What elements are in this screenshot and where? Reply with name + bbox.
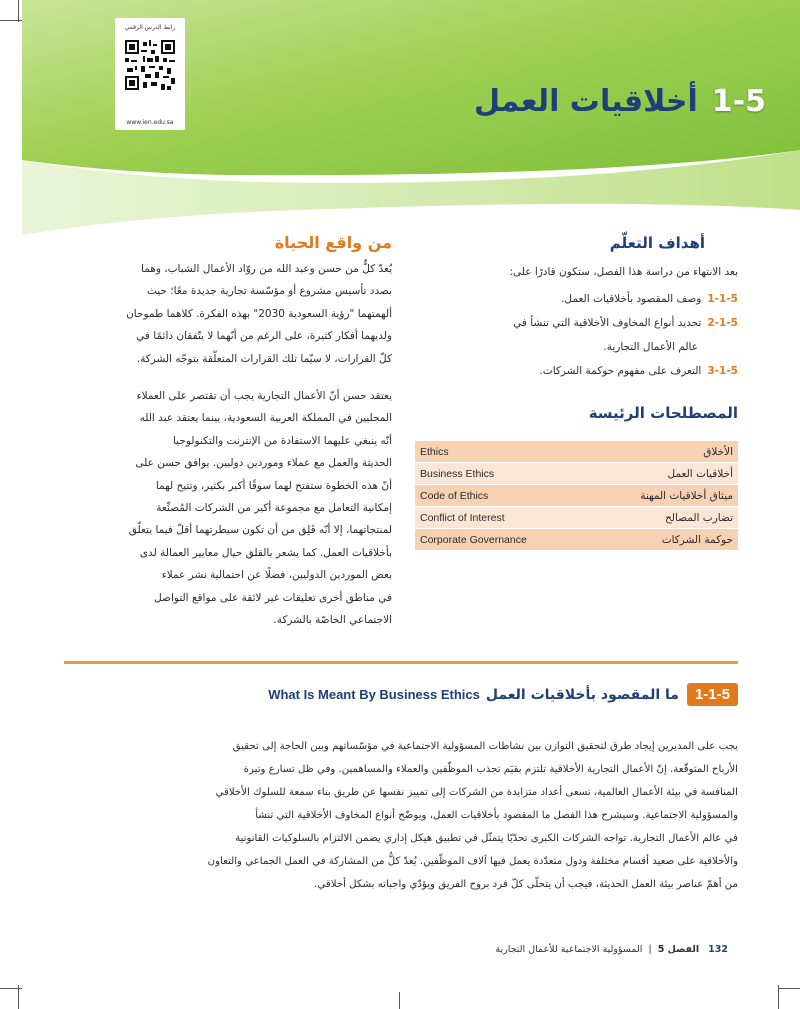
text-line: بصدد تأسيس مشروع أو مؤسّسة تجارية جديدة معًا؛ حيث — [147, 285, 392, 298]
term-arabic: ميثاق أخلاقيات المهنة — [587, 485, 738, 507]
objective-item — [539, 360, 738, 382]
term-english: Corporate Governance — [415, 529, 587, 551]
objective-item — [513, 312, 738, 334]
real-life-paragraph-1 — [62, 258, 392, 370]
text-line: أنّه ينبغي عليهما الاستفادة من الإنترنت والتكنولوجيا — [172, 434, 392, 447]
section-title-english: What Is Meant By Business Ethics — [268, 687, 480, 702]
key-terms-heading: المصطلحات الرئيسة — [588, 404, 738, 422]
section-title-arabic: ما المقصود بأخلاقيات العمل — [485, 686, 679, 703]
text-line: المحليين في المملكة العربية السعودية، بينما يعتقد عبد الله — [139, 412, 392, 425]
text-line: في مناطق أخرى تعليقات غير لائقة على مواقع التواصل — [154, 591, 392, 604]
objective-text: وصف المقصود بأخلاقيات العمل. — [561, 293, 702, 305]
text-line: الاجتماعي الخاصّة بالشركة. — [273, 614, 392, 627]
table-row — [415, 441, 738, 463]
crop-mark — [778, 988, 800, 989]
footer-chapter-title: المسؤولية الاجتماعية للأعمال التجارية — [495, 944, 643, 955]
text-line: لمنتجاتهما، إلا أنّه قَلِق من أن تكون سيطرتهما أقلّ فيما يتعلّق — [128, 524, 392, 537]
learning-objectives-heading: أهداف التعلّم — [609, 234, 705, 252]
qr-code-icon — [125, 40, 175, 90]
text-line: والأخلاقية على صعيد أقسام مختلفة ودول متعدّدة يعمل فيها آلاف الموظّفين. يُعدّ كلٌّ من المشاركة في العمل الجماعي والتعاون — [207, 856, 738, 867]
term-english: Business Ethics — [415, 463, 587, 485]
text-line: بعض الموردين الدوليين، فضلًا عن احتمالية نشر عملاء — [161, 569, 392, 582]
chapter-title: أخلاقيات العمل — [473, 84, 698, 119]
page-footer — [495, 944, 728, 955]
qr-code-card[interactable] — [115, 18, 185, 130]
text-line: إمكانية التعامل مع مجموعة أكبر من الشركات المُصنِّعة — [156, 502, 392, 515]
term-arabic: حوكمة الشركات — [587, 529, 738, 551]
key-terms-table — [415, 441, 738, 551]
chapter-heading — [346, 84, 766, 119]
term-arabic: أخلاقيات العمل — [587, 463, 738, 485]
term-arabic: الأخلاق — [587, 441, 738, 463]
qr-url: www.ien.edu.sa — [126, 119, 174, 126]
text-line: في عالم الأعمال التجارية. تواجه الشركات الكبرى تحدّيًا يتمثّل في تطبيق هيكل إداري يضمن الالتزام بالسلوكيات القانونية — [235, 833, 738, 844]
section-heading — [268, 683, 738, 706]
text-line: والمسؤولية الاجتماعية. وسيشرح هذا الفصل ما المقصود بأخلاقيات العمل، ويوضّح أنواع المخاوف الأخلاقية التي تنشأ — [255, 810, 738, 821]
term-english: Code of Ethics — [415, 485, 587, 507]
real-life-paragraph-2 — [62, 385, 392, 631]
footer-separator: | — [648, 944, 652, 955]
objective-text: التعرف على مفهوم حوكمة الشركات. — [539, 365, 702, 377]
page-number: 132 — [708, 944, 728, 955]
objective-code: 1-1-5 — [707, 293, 738, 305]
text-line: من أهمّ عناصر بيئة العمل الحديثة، فيجب أن يتحلّى كلّ فرد بروح الفريق ويؤدّي واجباته بشكل أخلاقي. — [314, 879, 738, 890]
text-line: الأرباح المتوقّعة. إنّ الأعمال التجارية الأخلاقية تلتزم بقيَم تجذب الموظّفين والعملاء والمساهمين. وفي ظل تسارع وتيرة — [243, 764, 738, 775]
objective-code: 3-1-5 — [707, 365, 738, 377]
real-life-heading: من واقع الحياة — [274, 233, 392, 252]
text-line: بأخلاقيات العمل. كما يشعر بالقلق حيال معايير العمالة لدى — [139, 546, 392, 559]
text-line: ولديهما أفكار كثيرة، على الرغم من أنّهما لا يتّفقان دائمًا في — [136, 330, 392, 343]
objective-text: تحديد أنواع المخاوف الأخلاقية التي تنشأ في — [513, 317, 702, 329]
table-row — [415, 485, 738, 507]
footer-chapter-label: الفصل 5 — [657, 944, 700, 955]
objective-code: 2-1-5 — [707, 317, 738, 329]
term-arabic: تضارب المصالح — [587, 507, 738, 529]
text-line: يعتقد حسن أنّ الأعمال التجارية يجب أن تقتصر على العملاء — [136, 390, 392, 402]
objective-item — [561, 288, 738, 310]
text-line: أنّ هذه الخطوة ستفتح لهما سوقًا أكبر بكثير، وتتيح لهما — [155, 479, 392, 492]
term-english: Ethics — [415, 441, 587, 463]
table-row — [415, 529, 738, 551]
table-row — [415, 463, 738, 485]
crop-mark — [399, 992, 400, 1009]
section-body — [58, 735, 738, 896]
objective-text: عالم الأعمال التجارية. — [603, 341, 698, 353]
qr-caption: رابط الدرس الرقمي — [124, 24, 176, 31]
text-line: كلّ القرارات، لا سيّما تلك القرارات المتعلّقة بتوجّه الشركة. — [136, 352, 392, 365]
text-line: يُعدّ كلٌّ من حسن وعبد الله من روّاد الأعمال الشباب، وهما — [141, 263, 392, 275]
objective-item-continued — [603, 336, 698, 358]
learning-objectives-intro: بعد الانتهاء من دراسة هذا الفصل، ستكون قادرًا على: — [509, 266, 738, 278]
text-line: يجب على المديرين إيجاد طرق لتحقيق التوازن بين نشاطات المسؤولية الاجتماعية في مؤسّساتهم وبين الحاجة إلى تحقيق — [232, 741, 738, 752]
table-row — [415, 507, 738, 529]
text-line: ألهمتهما "رؤية السعودية 2030" بهذه الفكرة. كلاهما طموحان — [126, 307, 392, 320]
text-line: الحديثة والعمل مع عملاء وموردين دوليين. يوافق حسن على — [135, 457, 392, 470]
section-divider — [64, 661, 738, 664]
section-number-badge: 1-1-5 — [687, 683, 738, 706]
term-english: Conflict of Interest — [415, 507, 587, 529]
text-line: المنافسة في بيئة الأعمال العالمية، تسعى أعداد متزايدة من الشركات إلى تمييز نفسها عن طريق بناء سمعة للسلوك الأخلاقي — [215, 787, 738, 798]
chapter-number: 1-5 — [711, 84, 766, 119]
crop-mark — [0, 988, 22, 989]
